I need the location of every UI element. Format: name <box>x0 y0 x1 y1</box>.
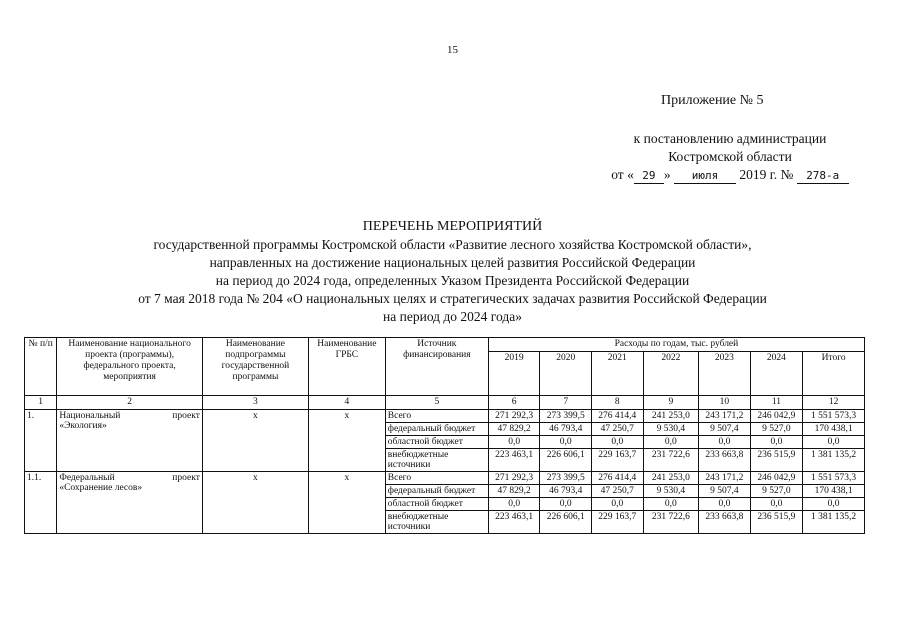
value-cell: 276 414,4 <box>591 472 643 485</box>
project-name-rest: «Экология» <box>59 421 107 431</box>
value-cell: 246 042,9 <box>750 410 803 423</box>
source-label: Всего <box>385 472 488 485</box>
value-cell: 229 163,7 <box>591 449 643 472</box>
document-title <box>0 218 905 326</box>
decree-date-mid: » <box>663 167 671 182</box>
value-cell: 231 722,6 <box>643 511 699 534</box>
value-cell: 273 399,5 <box>540 472 592 485</box>
column-index: 12 <box>803 396 865 410</box>
decree-reference <box>560 130 900 184</box>
project-name-first-line <box>59 473 200 483</box>
value-cell: 0,0 <box>750 498 803 511</box>
row-project-name <box>57 410 203 472</box>
column-index: 5 <box>385 396 488 410</box>
decree-line-1: к постановлению администрации <box>633 131 827 146</box>
value-cell: 233 663,8 <box>699 511 751 534</box>
project-name-rest: «Сохранение лесов» <box>59 483 143 493</box>
decree-date-prefix: от « <box>611 167 634 182</box>
decree-date-line <box>560 166 900 184</box>
column-index: 9 <box>643 396 699 410</box>
value-cell: 9 527,0 <box>750 423 803 436</box>
value-cell: 246 042,9 <box>750 472 803 485</box>
decree-line-2: Костромской области <box>668 149 792 164</box>
total-cell: 1 551 573,3 <box>803 410 865 423</box>
header-year: 2022 <box>643 352 699 396</box>
value-cell: 231 722,6 <box>643 449 699 472</box>
value-cell: 9 507,4 <box>699 423 751 436</box>
source-label: федеральный бюджет <box>385 485 488 498</box>
value-cell: 226 606,1 <box>540 511 592 534</box>
total-cell: 1 381 135,2 <box>803 511 865 534</box>
value-cell: 0,0 <box>591 436 643 449</box>
column-index: 6 <box>488 396 540 410</box>
value-cell: 243 171,2 <box>699 472 751 485</box>
value-cell: 0,0 <box>643 498 699 511</box>
value-cell: 236 515,9 <box>750 449 803 472</box>
value-cell: 9 527,0 <box>750 485 803 498</box>
decree-month: июля <box>674 169 736 184</box>
value-cell: 0,0 <box>750 436 803 449</box>
value-cell: 0,0 <box>643 436 699 449</box>
value-cell: 223 463,1 <box>488 511 540 534</box>
header-project: Наименование национального проекта (программы), федерального проекта, мероприятия <box>57 338 203 396</box>
decree-year: 2019 г. № <box>739 167 794 182</box>
row-subprogram: х <box>202 472 308 534</box>
title-line: государственной программы Костромской области «Развитие лесного хозяйства Костромской области», <box>153 237 752 252</box>
page-number: 15 <box>447 44 458 56</box>
value-cell: 0,0 <box>488 436 540 449</box>
total-cell: 1 551 573,3 <box>803 472 865 485</box>
project-name-left: Национальный <box>59 411 121 421</box>
source-label: областной бюджет <box>385 498 488 511</box>
value-cell: 233 663,8 <box>699 449 751 472</box>
value-cell: 243 171,2 <box>699 410 751 423</box>
row-grbs: х <box>308 472 385 534</box>
source-label: Всего <box>385 410 488 423</box>
value-cell: 0,0 <box>699 498 751 511</box>
header-subprogram: Наименование подпрограммы государственной программы <box>202 338 308 396</box>
value-cell: 241 253,0 <box>643 472 699 485</box>
title-line: на период до 2024 года» <box>383 309 522 324</box>
title-line: от 7 мая 2018 года № 204 «О национальных целях и стратегических задачах развития Российской Федерации <box>138 291 767 306</box>
value-cell: 47 829,2 <box>488 485 540 498</box>
value-cell: 46 793,4 <box>540 485 592 498</box>
value-cell: 229 163,7 <box>591 511 643 534</box>
total-cell: 170 438,1 <box>803 423 865 436</box>
total-cell: 0,0 <box>803 498 865 511</box>
total-cell: 170 438,1 <box>803 485 865 498</box>
header-year: 2021 <box>591 352 643 396</box>
header-num: № п/п <box>25 338 57 396</box>
header-total: Итого <box>803 352 865 396</box>
value-cell: 0,0 <box>540 498 592 511</box>
value-cell: 0,0 <box>699 436 751 449</box>
column-index: 3 <box>202 396 308 410</box>
value-cell: 0,0 <box>488 498 540 511</box>
decree-day: 29 <box>634 169 664 184</box>
column-index: 1 <box>25 396 57 410</box>
column-index: 7 <box>540 396 592 410</box>
column-index: 8 <box>591 396 643 410</box>
header-year: 2023 <box>699 352 751 396</box>
value-cell: 223 463,1 <box>488 449 540 472</box>
total-cell: 0,0 <box>803 436 865 449</box>
value-cell: 47 250,7 <box>591 423 643 436</box>
source-label: внебюджетные источники <box>385 511 488 534</box>
value-cell: 273 399,5 <box>540 410 592 423</box>
value-cell: 226 606,1 <box>540 449 592 472</box>
row-project-name <box>57 472 203 534</box>
row-grbs: х <box>308 410 385 472</box>
value-cell: 47 829,2 <box>488 423 540 436</box>
column-index: 2 <box>57 396 203 410</box>
title-line: направленных на достижение национальных целей развития Российской Федерации <box>209 255 696 270</box>
measures-table <box>24 337 865 534</box>
value-cell: 271 292,3 <box>488 472 540 485</box>
value-cell: 0,0 <box>591 498 643 511</box>
value-cell: 9 530,4 <box>643 423 699 436</box>
total-cell: 1 381 135,2 <box>803 449 865 472</box>
source-label: внебюджетные источники <box>385 449 488 472</box>
value-cell: 236 515,9 <box>750 511 803 534</box>
table-row <box>25 410 865 423</box>
project-name-right: проект <box>172 411 200 421</box>
value-cell: 0,0 <box>540 436 592 449</box>
value-cell: 241 253,0 <box>643 410 699 423</box>
table-header <box>25 338 865 396</box>
table-row <box>25 472 865 485</box>
column-index-row <box>25 396 865 410</box>
column-index: 4 <box>308 396 385 410</box>
title-line: на период до 2024 года, определенных Указом Президента Российской Федерации <box>215 273 690 288</box>
project-name-first-line <box>59 411 200 421</box>
project-name-right: проект <box>172 473 200 483</box>
header-year: 2024 <box>750 352 803 396</box>
header-year: 2019 <box>488 352 540 396</box>
header-expenses: Расходы по годам, тыс. рублей <box>488 338 864 352</box>
value-cell: 47 250,7 <box>591 485 643 498</box>
header-source: Источник финансирования <box>385 338 488 396</box>
column-index: 10 <box>699 396 751 410</box>
row-num: 1.1. <box>25 472 57 534</box>
column-index: 11 <box>750 396 803 410</box>
header-grbs: Наименование ГРБС <box>308 338 385 396</box>
value-cell: 9 530,4 <box>643 485 699 498</box>
value-cell: 46 793,4 <box>540 423 592 436</box>
row-num: 1. <box>25 410 57 472</box>
project-name-left: Федеральный <box>59 473 115 483</box>
appendix-title: Приложение № 5 <box>661 93 764 108</box>
decree-number: 278-а <box>797 169 849 184</box>
value-cell: 276 414,4 <box>591 410 643 423</box>
row-subprogram: х <box>202 410 308 472</box>
title-heading: ПЕРЕЧЕНЬ МЕРОПРИЯТИЙ <box>362 219 543 234</box>
source-label: федеральный бюджет <box>385 423 488 436</box>
header-year: 2020 <box>540 352 592 396</box>
value-cell: 271 292,3 <box>488 410 540 423</box>
source-label: областной бюджет <box>385 436 488 449</box>
value-cell: 9 507,4 <box>699 485 751 498</box>
